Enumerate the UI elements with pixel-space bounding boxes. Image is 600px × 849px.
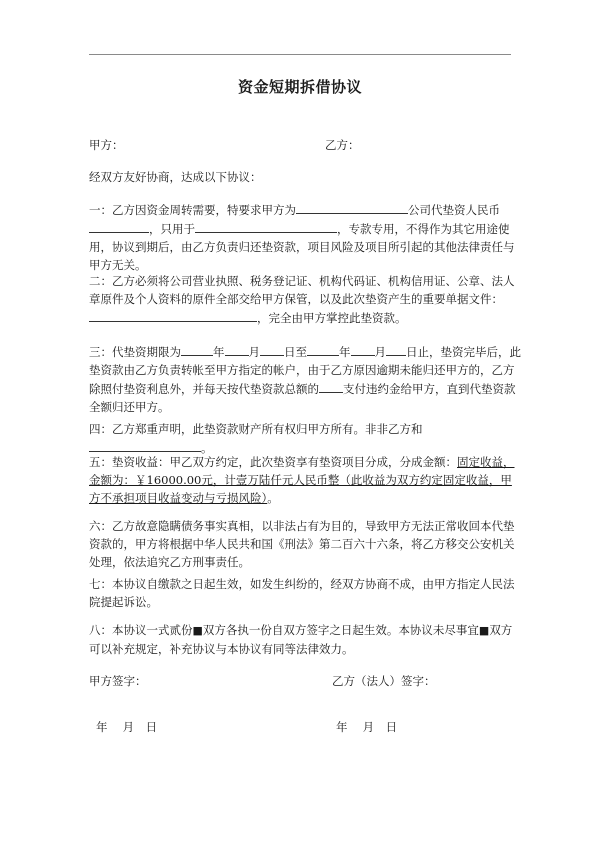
header-rule xyxy=(89,54,511,55)
party-b-date: 年 月 日 xyxy=(336,720,398,734)
party-a-label: 甲方： xyxy=(89,138,124,152)
intro-text: 经双方友好协商，达成以下协议： xyxy=(89,170,262,184)
blank-company[interactable] xyxy=(296,200,408,214)
clause-5: 五：垫资收益：甲乙双方约定，此次垫资享有垫资项目分成，分成金额：固定收益，金额为：￥16000.00元，计壹万陆仟元人民币整（此收益为双方约定固定收益，甲方不承担项目收益变动与亏损风险）。 xyxy=(89,455,515,505)
clause-1: 一：乙方因资金周转需要，特要求甲方为 公司代垫资人民币，只用于 ，专款专用，不得作为其它用途使用，协议到期后，由乙方负责归还垫资款，项目风险及项目所引起的其他法律责任与甲方无关。 xyxy=(89,200,521,274)
blank-penalty-rate[interactable] xyxy=(319,379,343,393)
document-title: 资金短期拆借协议 xyxy=(237,78,362,96)
blank-start-month[interactable] xyxy=(225,342,249,356)
clause-4: 四：乙方郑重声明，此垫资款财产所有权归甲方所有。非非乙方和。 xyxy=(89,422,423,455)
clause-2: 二：乙方必须将公司营业执照、税务登记证、机构代码证、机构信用证、公章、法人章原件及个人资料的原件全部交给甲方保管，以及此次垫资产生的重要单据文件：，完全由甲方掌控此垫资款。 xyxy=(89,274,515,325)
blank-documents[interactable] xyxy=(89,308,257,322)
blank-amount[interactable] xyxy=(89,219,149,233)
clause-8: 八：本协议一式贰份■双方各执一份自双方签字之日起生效。本协议未尽事宜■双方可以补充规定，补充协议与本协议有同等法律效力。 xyxy=(89,623,513,656)
blank-end-month[interactable] xyxy=(351,342,375,356)
clause-6: 六：乙方故意隐瞒债务事实真相，以非法占有为目的，导致甲方无法正常收回本代垫资款的，甲方将根据中华人民共和国《刑法》第二百六十六条，将乙方移交公安机关处理，依法追究乙方刑事责任。 xyxy=(89,519,515,569)
blank-purpose[interactable] xyxy=(195,219,337,233)
blank-start-year[interactable] xyxy=(181,342,213,356)
party-a-signature-label: 甲方签字： xyxy=(89,674,147,688)
party-b-signature-label: 乙方（法人）签字： xyxy=(332,674,436,688)
blank-start-day[interactable] xyxy=(260,342,284,356)
party-b-label: 乙方： xyxy=(325,138,360,152)
fixed-income-terms: 固定收益，金额为：￥16000.00元，计壹万陆仟元人民币整（此收益为双方约定固定收益，甲方不承担项目收益变动与亏损风险） xyxy=(89,455,515,505)
clause-7: 七：本协议自缴款之日起生效，如发生纠纷的，经双方协商不成，由甲方指定人民法院提起诉讼。 xyxy=(89,577,515,609)
square-mark: ■ xyxy=(478,624,490,637)
blank-end-year[interactable] xyxy=(307,342,339,356)
clause-3: 三：代垫资期限为 年 月 日至 年 月 日止，垫资完毕后，此垫资款由乙方负责转帐至甲方指定的帐户，由于乙方原因逾期未能归还甲方的，乙方除照付垫资利息外，并每天按代垫资款总额的 支付违约金给甲方，直到代垫资款全额归还甲方。 xyxy=(89,342,521,416)
square-mark: ■ xyxy=(192,624,203,637)
blank-end-day[interactable] xyxy=(386,342,406,356)
party-a-date: 年 月 日 xyxy=(96,720,158,734)
blank-other-party[interactable] xyxy=(89,438,201,452)
